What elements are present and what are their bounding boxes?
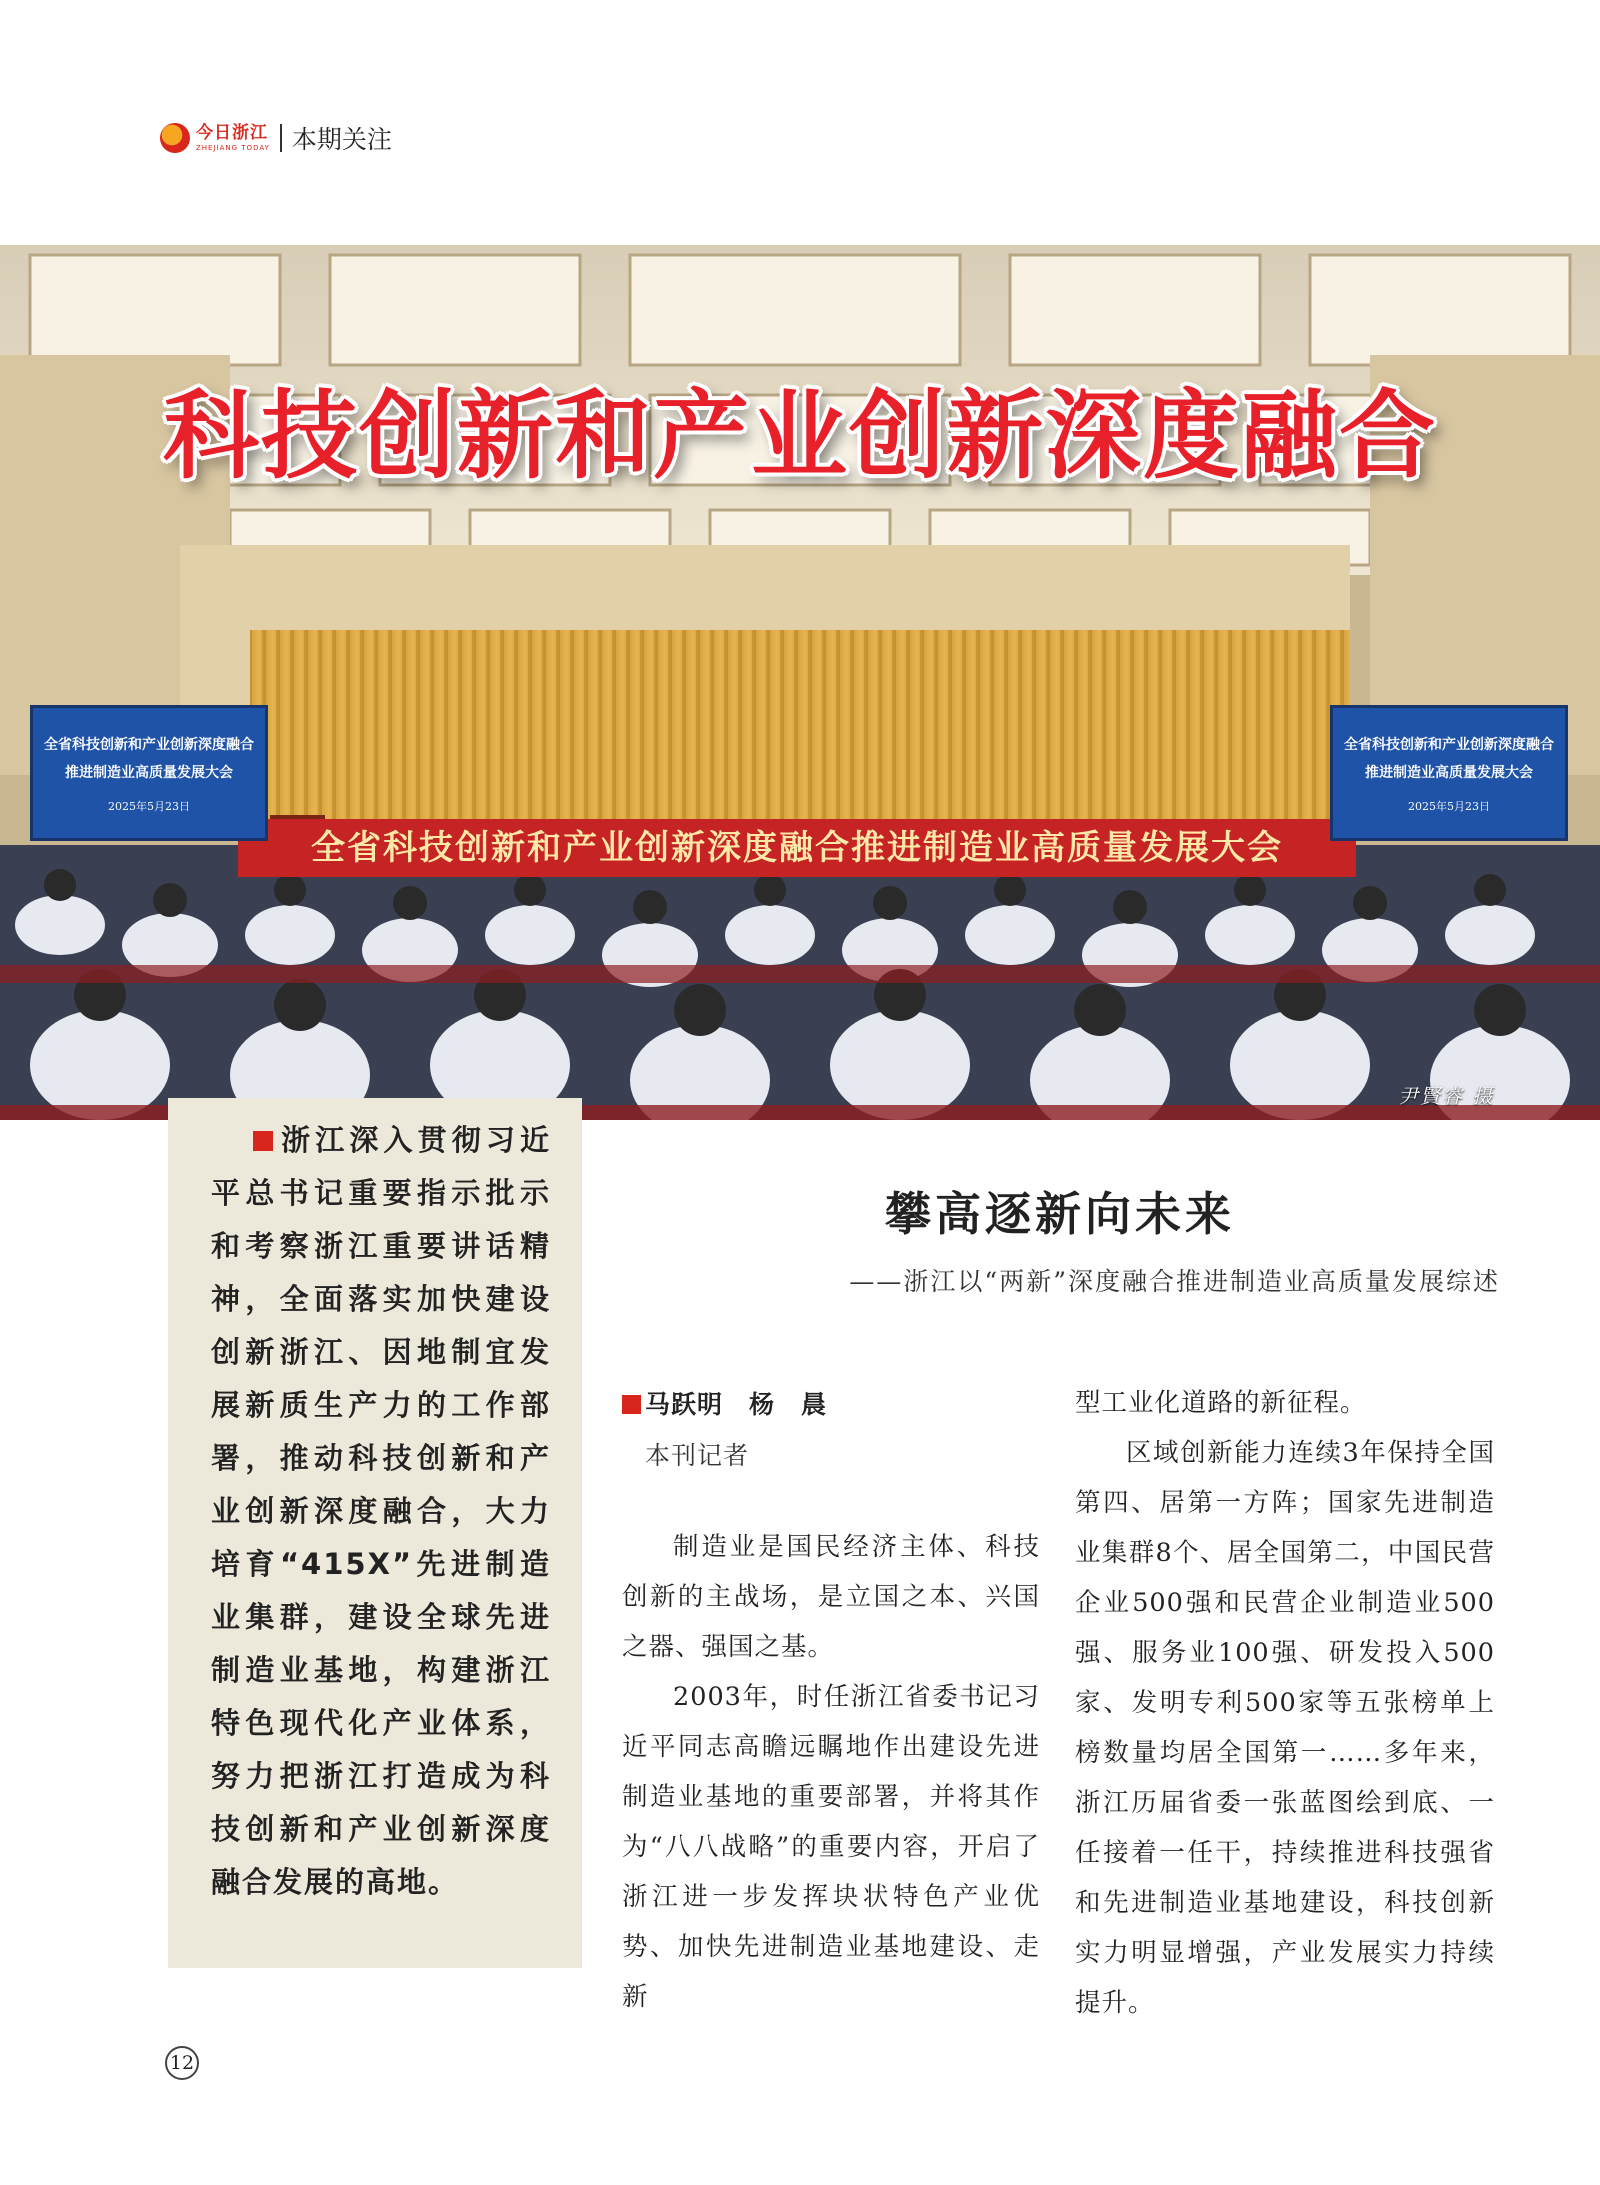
page-header [160,118,392,158]
paragraph-continuation: 型工业化道路的新征程。 [1075,1388,1367,1418]
header-divider [280,124,282,152]
screen-date: 2025年5月23日 [108,800,190,813]
article-subtitle: ——浙江以“两新”深度融合推进制造业高质量发展综述 [849,1267,1500,1296]
photo-credit: 尹賢睿 摄 [1398,1084,1495,1108]
logo-chinese-name: 今日浙江 [196,122,268,143]
article-column-right [1075,1378,1495,2028]
section-label: 本期关注 [291,125,392,154]
paragraph: 区域创新能力连续3年保持全国第四、居第一方阵；国家先进制造业集群8个、居全国第二，中国民营企业500强和民营企业制造业500强、服务业100强、研发投入500家、发明专利500家等五张榜单上榜数量均居全国第一……多年来，浙江历届省委一张蓝图绘到底、一任接着一任干，持续推进科技强省和先进制造业基地建设，科技创新实力明显增强，产业发展实力持续提升。 [1075,1438,1495,2018]
author-role: 本刊记者 [645,1441,750,1470]
left-display-screen [30,705,268,841]
paragraph: 制造业是国民经济主体、科技创新的主战场，是立国之本、兴国之器、强国之基。 [622,1532,1040,1662]
summary-box [168,1098,582,1968]
page-number: 12 [165,2046,199,2080]
article-title: 攀高逐新向未来 [885,1187,1235,1241]
feature-headline: 科技创新和产业创新深度融合 [163,380,1437,492]
article-column-left [622,1522,1040,2022]
logo-english-name: ZHEJIANG TODAY [196,143,270,152]
article-authors [622,1385,827,1421]
logo-emblem-icon [160,123,190,153]
screen-line-2: 推进制造业高质量发展大会 [65,765,233,781]
right-display-screen [1330,705,1568,841]
summary-body: 浙江深入贯彻习近平总书记重要指示批示和考察浙江重要讲话精神，全面落实加快建设创新浙江、因地制宜发展新质生产力的工作部署，推动科技创新和产业创新深度融合，大力培育“415X”先进制造业集群，建设全球先进制造业基地，构建浙江特色现代化产业体系，努力把浙江打造成为科技创新和产业创新深度融合发展的高地。 [211,1123,551,1899]
bullet-square-icon [622,1395,641,1414]
meeting-banner: 全省科技创新和产业创新深度融合推进制造业高质量发展大会 [238,819,1356,877]
screen-line-2: 推进制造业高质量发展大会 [1365,765,1533,781]
screen-line-1: 全省科技创新和产业创新深度融合 [44,737,254,753]
magazine-logo [160,123,270,153]
screen-line-1: 全省科技创新和产业创新深度融合 [1344,737,1554,753]
summary-text [211,1114,551,1909]
paragraph: 2003年，时任浙江省委书记习近平同志高瞻远瞩地作出建设先进制造业基地的重要部署，并将其作为“八八战略”的重要内容，开启了浙江进一步发挥块状特色产业优势、加快先进制造业基地建设、走新 [622,1682,1040,2012]
bullet-square-icon [253,1131,273,1151]
screen-date: 2025年5月23日 [1408,800,1490,813]
author-names: 马跃明 杨 晨 [645,1390,828,1419]
